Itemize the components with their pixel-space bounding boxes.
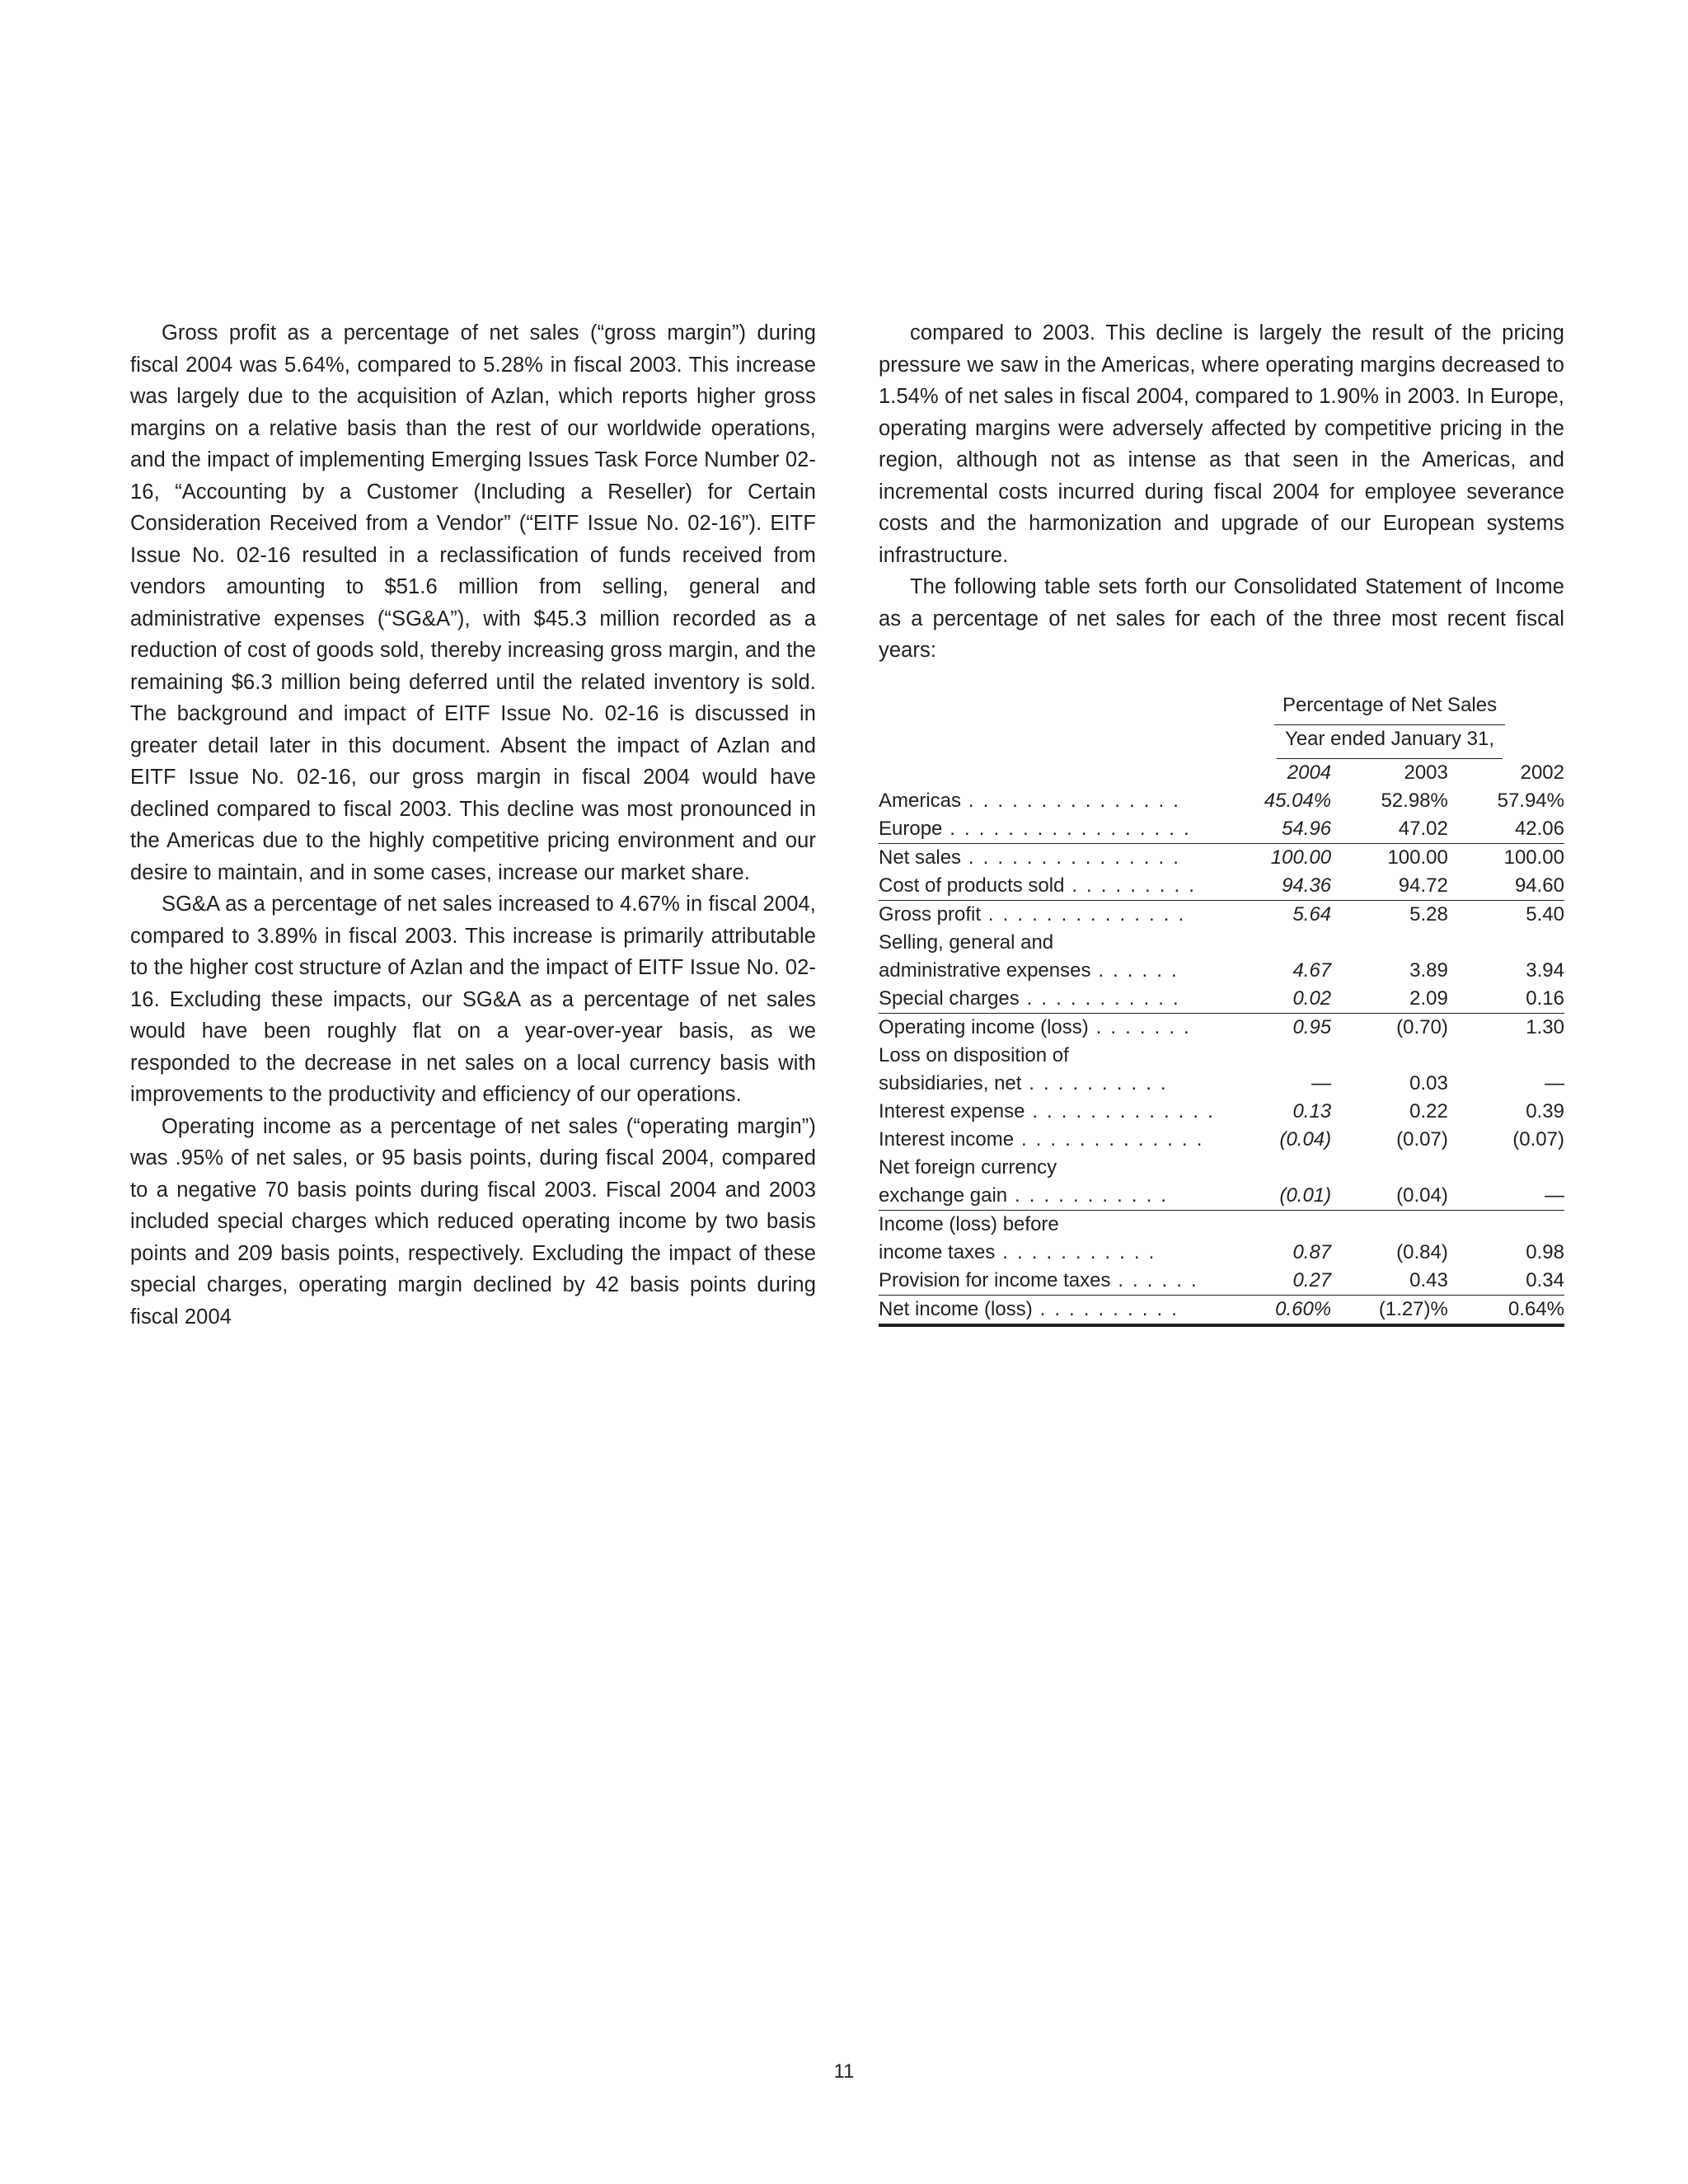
table-row — [879, 1210, 1564, 1239]
row-value-2004: 54.96 — [1282, 817, 1332, 840]
leader-dots: . . . . . . — [1090, 958, 1179, 982]
percentage-of-net-sales-table — [879, 691, 1564, 1327]
table-row — [879, 1013, 1564, 1042]
row-value-2003: 100.00 — [1331, 843, 1448, 872]
table-row — [879, 1070, 1564, 1098]
leader-dots: . . . . . . . . . . . — [995, 1240, 1156, 1263]
table-row — [879, 1154, 1564, 1182]
row-value-2003: 0.43 — [1409, 1268, 1448, 1291]
leader-dots: . . . . . . — [1110, 1268, 1198, 1291]
row-label: subsidiaries, net . . . . . . . . . . — [879, 1071, 1168, 1094]
row-label: Special charges . . . . . . . . . . . — [879, 987, 1180, 1010]
row-label: Net foreign currency — [879, 1155, 1057, 1179]
row-value-2004 — [1215, 1210, 1331, 1239]
table-year-row — [879, 759, 1564, 787]
row-value-2004: 45.04% — [1264, 789, 1332, 812]
row-label: Interest expense . . . . . . . . . . . . . — [879, 1099, 1216, 1122]
table-row — [879, 1098, 1564, 1126]
row-value-2002: — — [1545, 1071, 1564, 1094]
column-header-2003: 2003 — [1404, 761, 1448, 784]
row-value-2002 — [1448, 1210, 1564, 1239]
leader-dots: . . . . . . . . . — [1064, 874, 1197, 897]
leader-dots: . . . . . . . . . . . . . — [1014, 1127, 1204, 1151]
row-value-2003: (0.04) — [1396, 1183, 1448, 1207]
row-value-2002: 0.64% — [1448, 1295, 1564, 1325]
table-row — [879, 985, 1564, 1014]
table-row — [879, 1267, 1564, 1296]
leader-dots: . . . . . . . . . . . . . . — [981, 902, 1186, 926]
row-value-2002 — [1448, 1154, 1564, 1182]
row-value-2003 — [1331, 1154, 1448, 1182]
row-value-2004: 5.64 — [1215, 900, 1331, 929]
table-row — [879, 787, 1564, 815]
paragraph: Gross profit as a percentage of net sales (“gross margin”) during fiscal 2004 was 5.64%, compared to 5.28% in fiscal 2003. This increase was largely due to the acquisition of Azlan, which reports higher gross margins on a relative basis than the rest of our worldwide operations, and the impact of implementing Emerging Issues Task Force Number 02-16, “Accounting by a Customer (Including a Reseller) for Certain Consideration Received from a Vendor” (“EITF Issue No. 02-16”). EITF Issue No. 02-16 resulted in a reclassification of funds received from vendors amounting to $51.6 million from selling, general and administrative expenses (“SG&A”), with $45.3 million recorded as a reduction of cost of goods sold, thereby increasing gross margin, and the remaining $6.3 million being deferred until the related inventory is sold. The background and impact of EITF Issue No. 02-16 is discussed in greater detail later in this document. Absent the impact of Azlan and EITF Issue No. 02-16, our gross margin in fiscal 2004 would have declined compared to fiscal 2003. This decline was most pronounced in the Americas due to the highly competitive pricing environment and our desire to maintain, and in some cases, increase our market share. — [130, 321, 816, 884]
row-value-2002: 5.40 — [1448, 900, 1564, 929]
row-label: Net income (loss) . . . . . . . . . . — [879, 1295, 1215, 1325]
table-header-percentage: Percentage of Net Sales — [1274, 691, 1505, 725]
table-row — [879, 1126, 1564, 1154]
row-value-2004 — [1215, 1154, 1331, 1182]
row-label: Gross profit . . . . . . . . . . . . . . — [879, 900, 1215, 929]
row-label: Provision for income taxes . . . . . . — [879, 1268, 1198, 1291]
row-label: Selling, general and — [879, 930, 1054, 954]
table-row — [879, 815, 1564, 844]
table-body — [879, 691, 1564, 1325]
row-label: Interest income . . . . . . . . . . . . . — [879, 1127, 1204, 1151]
table-row — [879, 929, 1564, 957]
leader-dots: . . . . . . . . . . . . . . . — [961, 789, 1181, 812]
page-number: 11 — [833, 2060, 855, 2083]
leader-dots: . . . . . . . . . . . . . — [1025, 1099, 1216, 1122]
row-label: Europe . . . . . . . . . . . . . . . . . — [879, 817, 1191, 840]
paragraph: compared to 2003. This decline is largely the result of the pricing pressure we saw in the Americas, where operating margins decreased to 1.54% of net sales in fiscal 2004, compared to 1.90% in 2003. In Europe, operating margins were adversely affected by competitive pricing in the region, although not as intense as that seen in the Americas, and incremental costs incurred during fiscal 2004 for employee severance costs and the harmonization and upgrade of our European systems infrastructure. — [879, 321, 1564, 567]
column-header-2004: 2004 — [1287, 761, 1332, 784]
row-label: Income (loss) before — [879, 1210, 1215, 1239]
table-row — [879, 1295, 1564, 1325]
row-value-2004: 0.60% — [1215, 1295, 1331, 1325]
row-value-2002 — [1448, 929, 1564, 957]
row-value-2003: 0.22 — [1409, 1099, 1448, 1122]
paragraph: The following table sets forth our Consolidated Statement of Income as a percentage of net sales for each of the three most recent fiscal years: — [879, 575, 1564, 662]
row-value-2003: 2.09 — [1409, 987, 1448, 1010]
leader-dots: . . . . . . . — [1088, 1015, 1191, 1038]
table-header-year-ended: Year ended January 31, — [1277, 725, 1503, 759]
row-value-2004: 0.95 — [1215, 1013, 1331, 1042]
table-row — [879, 872, 1564, 901]
row-value-2003 — [1331, 929, 1448, 957]
row-value-2004: 0.02 — [1292, 987, 1332, 1010]
table-row — [879, 900, 1564, 929]
row-value-2003: 0.03 — [1409, 1071, 1448, 1094]
leader-dots: . . . . . . . . . . — [1021, 1071, 1168, 1094]
row-value-2003 — [1331, 1042, 1448, 1070]
row-value-2002 — [1448, 1042, 1564, 1070]
row-label: income taxes . . . . . . . . . . . — [879, 1240, 1156, 1263]
row-value-2004 — [1215, 929, 1331, 957]
table-row — [879, 1042, 1564, 1070]
leader-dots: . . . . . . . . . . . — [1007, 1183, 1169, 1207]
row-value-2004: (0.01) — [1279, 1183, 1332, 1207]
row-label: Cost of products sold . . . . . . . . . — [879, 874, 1197, 897]
row-label: Operating income (loss) . . . . . . . — [879, 1013, 1215, 1042]
row-value-2002: 0.98 — [1526, 1240, 1564, 1263]
row-label: administrative expenses . . . . . . — [879, 958, 1179, 982]
row-value-2002: 0.39 — [1526, 1099, 1564, 1122]
row-value-2002: 42.06 — [1514, 817, 1564, 840]
row-value-2004: 100.00 — [1215, 843, 1331, 872]
row-value-2003: 5.28 — [1331, 900, 1448, 929]
leader-dots: . . . . . . . . . . — [1032, 1297, 1179, 1320]
row-value-2004: 94.36 — [1282, 874, 1332, 897]
row-label: Americas . . . . . . . . . . . . . . . — [879, 789, 1181, 812]
right-column — [879, 317, 1564, 1333]
row-value-2003: (0.84) — [1396, 1240, 1448, 1263]
row-value-2003: (0.70) — [1331, 1013, 1448, 1042]
table-row — [879, 1182, 1564, 1211]
paragraph: SG&A as a percentage of net sales increased to 4.67% in fiscal 2004, compared to 3.89% in fiscal 2003. This increase is primarily attributable to the higher cost structure of Azlan and the impact of EITF Issue No. 02-16. Excluding these impacts, our SG&A as a percentage of net sales would have been roughly flat on a year-over-year basis, as we responded to the decrease in net sales on a local currency basis with improvements to the productivity and efficiency of our operations. — [130, 893, 816, 1106]
row-value-2002: (0.07) — [1512, 1127, 1564, 1151]
leader-dots: . . . . . . . . . . . — [1019, 987, 1180, 1010]
table-row — [879, 843, 1564, 872]
row-value-2002: — — [1545, 1183, 1564, 1207]
row-label: exchange gain . . . . . . . . . . . — [879, 1183, 1169, 1207]
row-value-2003: 94.72 — [1398, 874, 1448, 897]
row-value-2002: 100.00 — [1448, 843, 1564, 872]
row-label: Loss on disposition of — [879, 1043, 1069, 1066]
table-header-top-row — [879, 691, 1564, 725]
row-value-2003: 47.02 — [1398, 817, 1448, 840]
leader-dots: . . . . . . . . . . . . . . . . . — [942, 817, 1191, 840]
row-value-2004: (0.04) — [1279, 1127, 1332, 1151]
row-value-2002: 3.94 — [1526, 958, 1564, 982]
row-value-2002: 1.30 — [1448, 1013, 1564, 1042]
leader-dots: . . . . . . . . . . . . . . . — [961, 846, 1181, 869]
row-value-2003: 3.89 — [1409, 958, 1448, 982]
two-column-layout — [130, 317, 1564, 1333]
row-value-2004 — [1215, 1042, 1331, 1070]
column-header-2002: 2002 — [1520, 761, 1564, 784]
row-value-2004: 0.87 — [1292, 1240, 1332, 1263]
row-value-2003: 52.98% — [1381, 789, 1448, 812]
row-value-2004: — — [1311, 1071, 1332, 1094]
row-value-2003: (0.07) — [1396, 1127, 1448, 1151]
row-value-2002: 0.16 — [1526, 987, 1564, 1010]
table-header-sub-row — [879, 725, 1564, 759]
row-label: Net sales . . . . . . . . . . . . . . . — [879, 843, 1215, 872]
row-value-2004: 0.27 — [1292, 1268, 1332, 1291]
row-value-2004: 0.13 — [1292, 1099, 1332, 1122]
table-row — [879, 1239, 1564, 1267]
row-value-2004: 4.67 — [1292, 958, 1332, 982]
row-value-2002: 0.34 — [1526, 1268, 1564, 1291]
left-column — [130, 317, 816, 1333]
paragraph: Operating income as a percentage of net sales (“operating margin”) was .95% of net sales, or 95 basis points, during fiscal 2004, compared to a negative 70 basis points during fiscal 2003. Fiscal 2004 and 2003 included special charges which reduced operating income by two basis points and 209 basis points, respectively. Excluding the impact of these special charges, operating margin declined by 42 basis points during fiscal 2004 — [130, 1114, 816, 1329]
row-value-2002: 94.60 — [1514, 874, 1564, 897]
row-value-2002: 57.94% — [1497, 789, 1564, 812]
table-row — [879, 957, 1564, 985]
row-value-2003: (1.27)% — [1331, 1295, 1448, 1325]
row-value-2003 — [1331, 1210, 1448, 1239]
